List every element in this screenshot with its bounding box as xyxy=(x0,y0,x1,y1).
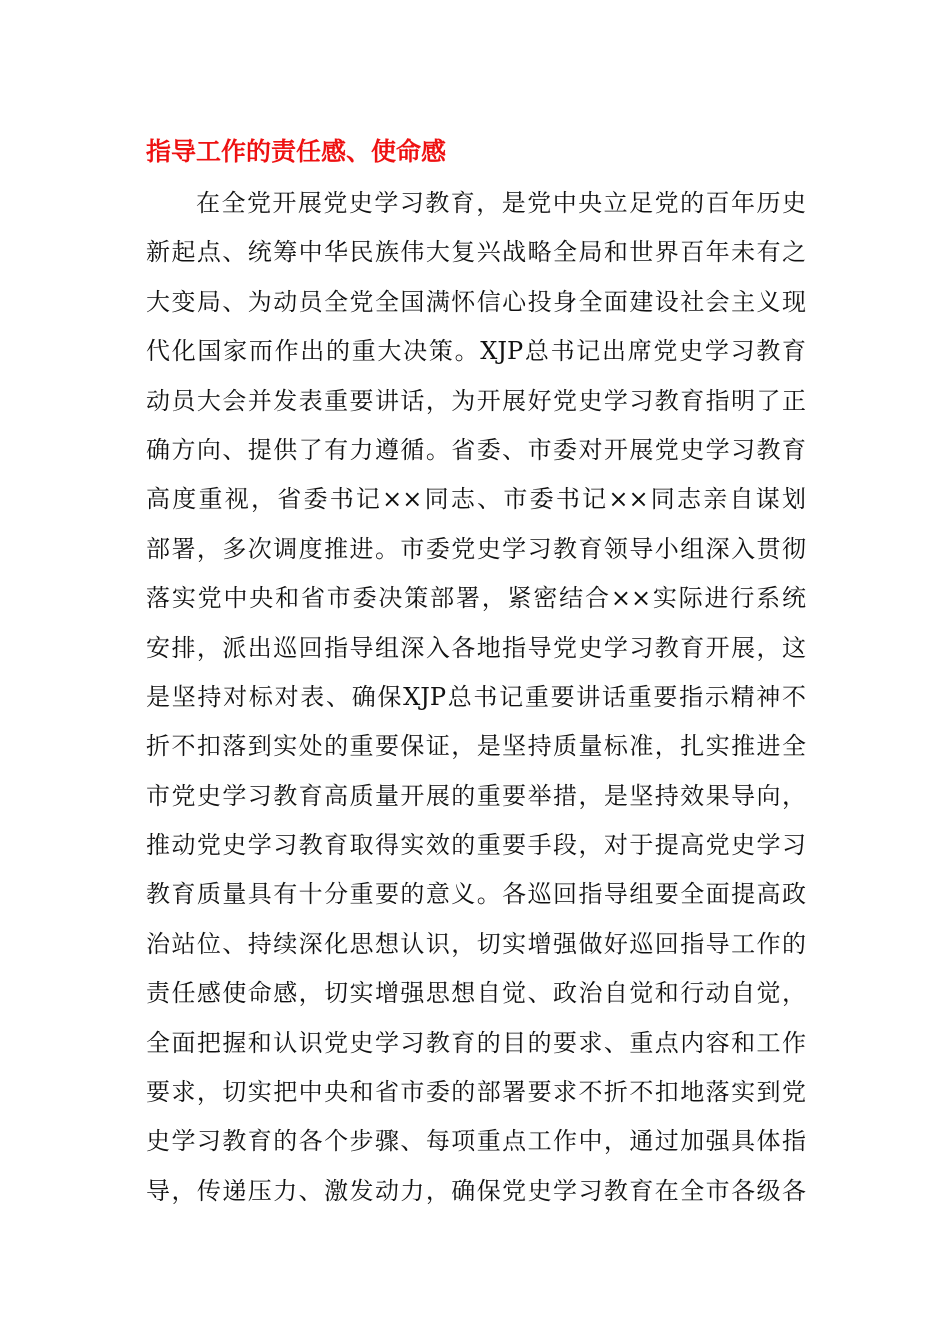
paragraph-line: 部署，多次调度推进。市委党史学习教育领导小组深入贯彻 xyxy=(146,534,806,563)
paragraph-line: 治站位、持续深化思想认识，切实增强做好巡回指导工作的 xyxy=(146,929,806,958)
paragraph-line: 高度重视，省委书记××同志、市委书记××同志亲自谋划 xyxy=(146,485,806,514)
paragraph-line: 教育质量具有十分重要的意义。各巡回指导组要全面提高政 xyxy=(146,880,806,909)
paragraph-line: 大变局、为动员全党全国满怀信心投身全面建设社会主义现 xyxy=(146,287,806,316)
paragraph-line: 动员大会并发表重要讲话，为开展好党史学习教育指明了正 xyxy=(146,386,806,415)
paragraph-line: 代化国家而作出的重大决策。XJP总书记出席党史学习教育 xyxy=(146,337,806,366)
paragraph-line: 落实党中央和省市委决策部署，紧密结合××实际进行系统 xyxy=(146,584,806,613)
paragraph-line: 确方向、提供了有力遵循。省委、市委对开展党史学习教育 xyxy=(146,435,806,464)
paragraph-line: 导，传递压力、激发动力，确保党史学习教育在全市各级各 xyxy=(146,1176,806,1205)
paragraph-line: 折不扣落到实处的重要保证，是坚持质量标准，扎实推进全 xyxy=(146,732,806,761)
paragraph-line: 责任感使命感，切实增强思想自觉、政治自觉和行动自觉， xyxy=(146,979,806,1008)
paragraph-line: 市党史学习教育高质量开展的重要举措，是坚持效果导向， xyxy=(146,781,806,810)
section-heading: 指导工作的责任感、使命感 xyxy=(146,137,447,166)
paragraph-line: 史学习教育的各个步骤、每项重点工作中，通过加强具体指 xyxy=(146,1127,806,1156)
paragraph-line: 推动党史学习教育取得实效的重要手段，对于提高党史学习 xyxy=(146,831,806,860)
body-paragraph xyxy=(146,183,806,1220)
paragraph-line: 全面把握和认识党史学习教育的目的要求、重点内容和工作 xyxy=(146,1028,806,1057)
paragraph-line: 要求，切实把中央和省市委的部署要求不折不扣地落实到党 xyxy=(146,1078,806,1107)
paragraph-line: 安排，派出巡回指导组深入各地指导党史学习教育开展，这 xyxy=(146,633,806,662)
paragraph-line: 是坚持对标对表、确保XJP总书记重要讲话重要指示精神不 xyxy=(146,682,806,711)
paragraph-line: 在全党开展党史学习教育，是党中央立足党的百年历史 xyxy=(196,189,806,217)
paragraph-line: 新起点、统筹中华民族伟大复兴战略全局和世界百年未有之 xyxy=(146,238,806,267)
